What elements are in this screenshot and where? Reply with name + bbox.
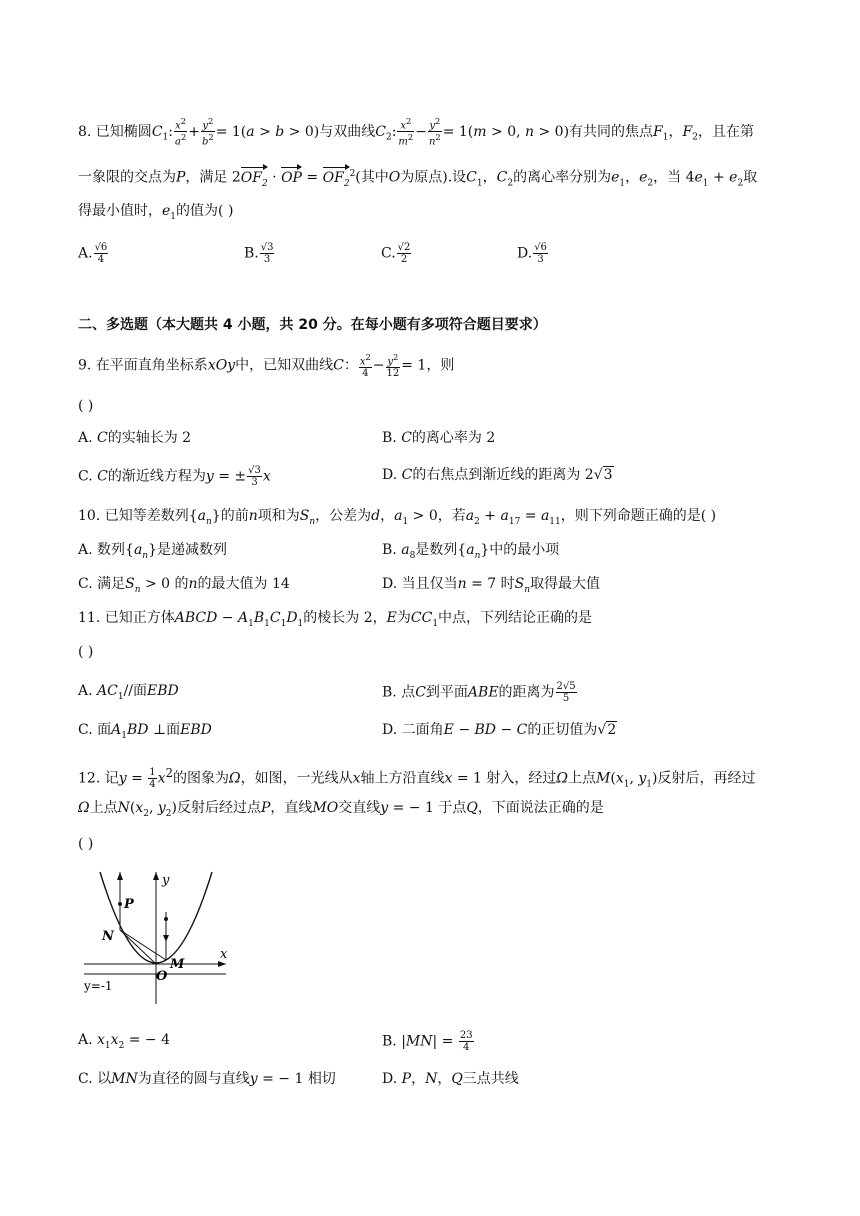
q8-text: (其中 [355, 169, 389, 186]
q8-text: 为原点).设 [400, 169, 467, 186]
outgoing-ray-arrow [117, 872, 123, 880]
q11-stem: 11. 已知正方体ABCD − $A_1B_1C_1D_1$的棱长为 2，E为$CC_1$中点，下列结论正确的是 [78, 610, 593, 629]
q12-option-d: D. P，N，Q三点共线 [382, 1071, 519, 1087]
label-o: O [156, 969, 168, 984]
segment-n-o [120, 930, 156, 964]
q10-option-a: A. 数列$\{a_n\}$是递减数列 [78, 542, 228, 561]
q11-option-b: B. 点C到平面ABE的距离为 $\frac{2√5}{5}$ [382, 681, 576, 704]
q8-option-a: A. $\frac{√6}{4}$ [78, 242, 108, 265]
x-axis-label: x [220, 947, 228, 962]
q11-option-a: A. $AC_1//$面EBD [78, 683, 179, 702]
y-axis-arrow [153, 872, 159, 880]
q11-paren: ( ) [78, 644, 94, 660]
q8-text: ，且在第 [697, 123, 754, 140]
q8-text: ，满足 [185, 169, 228, 186]
q10-stem: 10. 已知等差数列$\{a_n\}$的前n项和为$S_n$，公差为d，$a_1 > 0$，若$a_2 + a_{17} = a_{11}$，则下列命题正确的是( ) [78, 508, 717, 527]
label-n: N [102, 929, 114, 944]
ray-dot [164, 917, 168, 921]
q12-stem-2: Ω上点$N(x_2$, $y_2$)反射后经过点P，直线MO交直线y = − 1 于点Q，下面说法正确的是 [78, 800, 604, 819]
q10-option-b: B. $a_8$是数列$\{a_n\}$中的最小项 [382, 542, 560, 561]
q8-text: ，当 [653, 169, 682, 186]
q8-line-3: 得最小值时，$e_1$的值为( ) [78, 203, 234, 222]
point-p-dot [118, 902, 122, 906]
parabola-figure [80, 864, 240, 1010]
q8-text: 有共同的焦点 [569, 123, 654, 140]
q9-option-d: D. C的右焦点到渐近线的距离为 2√3 [382, 467, 613, 483]
q8-line-2: 一象限的交点为P，满足 $2OF_2$ · OP = $OF_2^2$(其中O为原点).设$C_1$，$C_2$的离心率分别为$e_1$，$e_2$，当 $4e_1 + e_2$取 [78, 164, 757, 193]
q8-text: 的值为( ) [176, 203, 234, 219]
q9-option-b: B. C的离心率为 2 [382, 430, 496, 446]
q9-option-a: A. C的实轴长为 2 [78, 430, 192, 446]
q11-option-c: C. 面$A_1BD$ ⊥面EBD [78, 722, 212, 741]
q12-option-c: C. 以MN为直径的圆与直线y = − 1 相切 [78, 1071, 336, 1087]
q8-text: 得最小值时， [78, 203, 162, 219]
label-p: P [124, 897, 134, 912]
q12-paren: ( ) [78, 836, 94, 852]
q10-option-c: C. 满足$S_n > 0$ 的n的最大值为 14 [78, 576, 290, 595]
q8-text: 的离心率分别为 [513, 169, 612, 186]
label-y-minus-1: y=-1 [84, 979, 113, 993]
q12-stem-1: 12. 记y = $\frac{1}{4}$ $x^2$的图象为Ω，如图，一光线从x轴上方沿直线x = 1 射入，经过Ω上点$M(x_1$, $y_1$)反射后，再经过 [78, 766, 756, 791]
q9-stem: 9. 在平面直角坐标系xOy中，已知双曲线C： $\frac{x^2}{4}$ − $\frac{y^2}{12}$ = 1，则 [78, 352, 455, 380]
label-m: M [170, 957, 185, 972]
q9-paren: ( ) [78, 398, 94, 414]
q12-option-a: A. $x_1x_2$ = − 4 [78, 1032, 171, 1051]
q8-text: 一象限的交点为 [78, 169, 176, 186]
q8-text: 取 [743, 169, 758, 186]
q8-text: 8. 已知椭圆 [78, 123, 152, 140]
section-heading: 二、多选题（本大题共 4 小题，共 20 分。在每小题有多项符合题目要求） [78, 317, 547, 333]
q10-option-d: D. 当且仅当n = 7 时$S_n$取得最大值 [382, 576, 601, 595]
q8-option-c: C. $\frac{√2}{2}$ [381, 242, 411, 265]
q8-option-d: D. $\frac{√6}{3}$ [517, 242, 547, 265]
ray-m-to-n [120, 930, 166, 960]
q11-option-d: D. 二面角E − BD − C的正切值为√2 [382, 722, 617, 738]
y-axis-label: y [162, 873, 170, 888]
q8-line-1: 8. 已知椭圆$C_1$: $\frac{x^2}{a^2}$ + $\frac{y^2}{b^2}$ = 1(a > b > 0)与双曲线$C_2$: $\frac{x^2}{m^2}$ − $\frac{y^2}{n^2}$ = 1(m > 0, n > 0)有共同的焦点$F_1$，$F_2$，且在第 [78, 116, 754, 148]
q9-option-c: C. C的渐近线方程为y = ± $\frac{√3}{3}$ x [78, 465, 271, 488]
q8-text: 与双曲线 [319, 123, 376, 140]
q12-option-b: B. |MN| = $\frac{23}{4}$ [382, 1030, 473, 1053]
incoming-ray-arrow [163, 935, 169, 942]
q8-option-b: B. $\frac{√3}{3}$ [244, 242, 274, 265]
